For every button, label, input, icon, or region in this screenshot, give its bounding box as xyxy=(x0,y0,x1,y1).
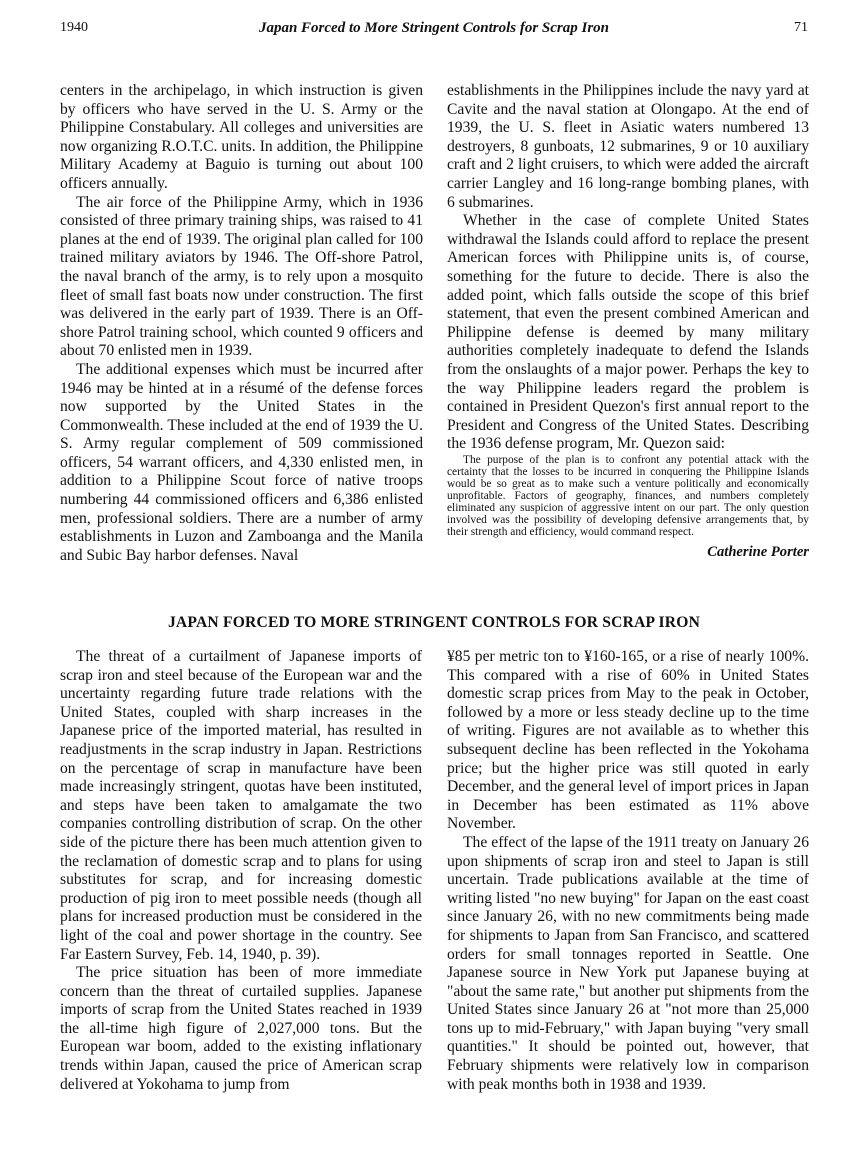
article-title: JAPAN FORCED TO MORE STRINGENT CONTROLS FOR SCRAP IRON xyxy=(167,614,701,631)
page-header xyxy=(60,20,808,44)
paragraph: The price situation has been of more immediate concern than the threat of curtailed supplies. Japanese imports of scrap from the United States reached in 1939 the all-time high figure of 2,027,000 tons. But the European war boom, added to the existing inflationary trends within Japan, caused the price of American scrap delivered at Yokohama to jump from xyxy=(60,964,422,1093)
paragraph: Whether in the case of complete United States withdrawal the Islands could afford to replace the present American forces with Philippine units is, of course, something for the future to decide. There is also the added point, which falls outside the scope of this brief statement, that even the present combined American and Philippine defense is deemed by many military authorities completely inadequate to defend the Islands from the onslaughts of a major power. Perhaps the key to the way Philippine leaders regard the problem is contained in President Quezon's first annual report to the President and Congress of the United States. Describing the 1936 defense program, Mr. Quezon said: xyxy=(447,212,809,453)
article2-right-column xyxy=(447,648,809,1094)
paragraph: The additional expenses which must be incurred after 1946 may be hinted at in a résumé of the defense forces now supported by the United States in the Commonwealth. These included at the end of 1939 the U. S. Army regular complement of 509 commissioned officers, 54 warrant officers, and 4,330 enlisted men, in addition to a Philippine Scout force of native troops numbering 44 commissioned officers and 6,386 enlisted men, professional soldiers. There are a number of army establishments in Luzon and Zamboanga and the Manila and Subic Bay harbor defenses. Naval xyxy=(60,360,423,564)
paragraph: establishments in the Philippines include the navy yard at Cavite and the naval station at Olongapo. At the end of 1939, the U. S. fleet in Asiatic waters numbered 13 destroyers, 8 gunboats, 12 submarines, 9 or 10 auxiliary craft and 2 light cruisers, to which were added the aircraft carrier Langley and 16 long-range bombing planes, with 6 submarines. xyxy=(447,82,809,211)
paragraph: The air force of the Philippine Army, which in 1936 consisted of three primary training ships, was raised to 41 planes at the end of 1939. The original plan called for 100 trained military aviators by 1946. The Off-shore Patrol, the naval branch of the army, is to rely upon a mosquito fleet of small fast boats now under construction. The first was delivered in the early part of 1939. There is an Off-shore Patrol training school, which counted 9 officers and about 70 enlisted men in 1939. xyxy=(60,193,423,360)
article1-left-column xyxy=(60,82,423,565)
header-year: 1940 xyxy=(60,20,88,35)
paragraph: The threat of a curtailment of Japanese imports of scrap iron and steel because of the European war and the uncertainty regarding future trade relations with the United States, coupled with sharp increases in the Japanese price of the imported material, has resulted in readjustments in the scrap industry in Japan. Restrictions on the percentage of scrap in manufacture have been made increasingly stringent, quotas have been instituted, and steps have been taken to amalgamate the two companies controlling distribution of scrap. On the other side of the picture there has been much attention given to the reclamation of domestic scrap and to plans for using substitutes for scrap, and for increasing domestic production of pig iron to meet possible needs (though all plans for increased production must be considered in the light of the coal and power shortage in the country. See Far Eastern Survey, Feb. 14, 1940, p. 39). xyxy=(60,648,422,963)
paragraph: The effect of the lapse of the 1911 treaty on January 26 upon shipments of scrap iron and steel to Japan is still uncertain. Trade publications available at the time of writing listed "no new buying" for Japan on the east coast since January 26, with no new commitments being made for shipments to Japan from San Francisco, and scattered orders for small tonnages reported in Seattle. One Japanese source in New York put Japanese buying at "about the same rate," but another put shipments from the United States since January 26 at "not more than 25,000 tons up to mid-February," with Japan buying "very small quantities." It should be pointed out, however, that February shipments were relatively low in comparison with peak months both in 1938 and 1939. xyxy=(447,833,809,1093)
paragraph: centers in the archipelago, in which instruction is given by officers who have served in the U. S. Army or the Philippine Constabulary. All colleges and universities are now organizing R.O.T.C. units. In addition, the Philippine Military Academy at Baguio is turning out about 100 officers annually. xyxy=(60,82,423,192)
page-number: 71 xyxy=(794,20,808,35)
author-signature: Catherine Porter xyxy=(707,543,809,560)
running-title: Japan Forced to More Stringent Controls for Scrap Iron xyxy=(258,20,610,36)
article1-right-column xyxy=(447,82,809,561)
paragraph: ¥85 per metric ton to ¥160-165, or a rise of nearly 100%. This compared with a rise of 60% in United States domestic scrap prices from May to the peak in October, followed by a more or less steady decline up to the time of writing. Figures are not available as to whether this subsequent decline has been reflected in the Yokohama price; but the higher price was still quoted in early December, and the general level of import prices in Japan in December has been estimated as 11% above November. xyxy=(447,648,809,833)
article2-left-column xyxy=(60,648,422,1094)
block-quote: The purpose of the plan is to confront any potential attack with the certainty that the losses to be incurred in conquering the Philippine Islands would be so great as to make such a venture politically and economically unprofitable. Factors of geography, finances, and numbers completely eliminated any suspicion of aggressive intent on our part. The only question involved was the possibility of developing defensive arrangements that, by their strength and efficiency, would command respect. xyxy=(447,453,809,538)
